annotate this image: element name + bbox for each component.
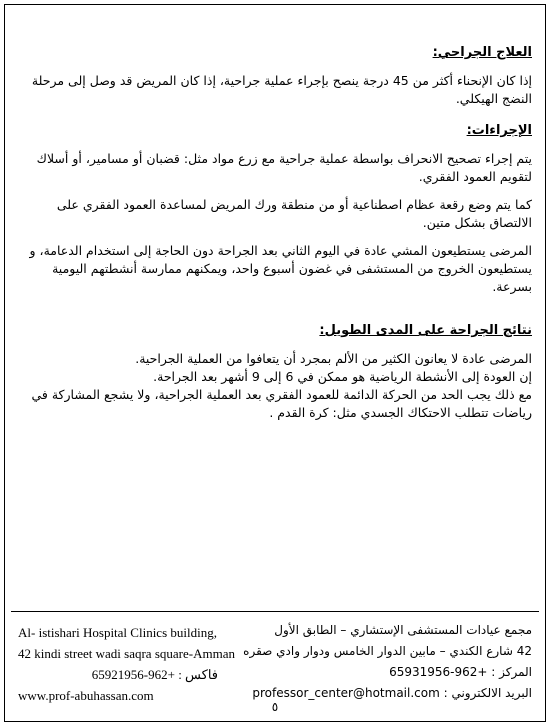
footer-building: Al- istishari Hospital Clinics building, <box>18 625 217 640</box>
paragraph: كما يتم وضع رقعة عظام اصطناعية أو من منطقة ورك المريض لمساعدة العمود الفقري على الالتصاق بشكل متين. <box>56 197 532 230</box>
footer-address-arabic <box>243 620 532 704</box>
paragraph: إذا كان الإنحناء أكثر من 45 درجة ينصح بإجراء عملية جراحية، إذا كان المريض قد وصل إلى مرحلة النضج الهيكلي. <box>31 73 532 106</box>
footer-address-english <box>18 622 268 706</box>
footer-website-link[interactable]: www.prof-abuhassan.com <box>18 688 154 703</box>
page-number: ٥ <box>271 700 279 714</box>
section-heading-long-term-results: نتائج الجراحة على المدى الطويل: <box>319 323 532 338</box>
section-heading-procedures: الإجراءات: <box>466 123 532 138</box>
paragraph: إن العودة إلى الأنشطة الرياضية هو ممكن في 6 إلى 9 أشهر بعد الجراحة. <box>153 369 532 384</box>
footer-phone: المركز : +962-65931956 <box>389 665 532 679</box>
footer-building-ar: مجمع عيادات المستشفى الإستشاري – الطابق الأول <box>274 623 532 637</box>
section-heading-surgical-treatment: العلاج الجراحي: <box>432 45 532 60</box>
footer-email-link[interactable]: البريد الالكتروني : professor_center@hotmail.com <box>252 686 532 700</box>
paragraph: المرضى عادة لا يعانون الكثير من الألم بمجرد أن يتعافوا من العملية الجراحية. <box>135 351 532 366</box>
paragraph: يتم إجراء تصحيح الانحراف بواسطة عملية جراحية مع زرع مواد مثل: قضبان أو مسامير، أو أسلاك لتقويم العمود الفقري. <box>36 151 532 184</box>
footer-street: 42 kindi street wadi saqra square-Amman <box>18 646 235 661</box>
footer-fax: فاكس : +962-65921956 <box>91 667 218 682</box>
document-body <box>18 44 532 422</box>
footer-divider <box>11 611 539 612</box>
footer-street-ar: 42 شارع الكندي – مابين الدوار الخامس ودوار وادي صقره <box>243 644 532 658</box>
paragraph: المرضى يستطيعون المشي عادة في اليوم الثاني بعد الجراحة دون الحاجة إلى استخدام الدعامة، و يستطيعون الخروج من المستشفى في غضون أسبوع واحد، ويمكنهم ممارسة أنشطتهم اليومية بسرعة. <box>29 243 532 294</box>
paragraph: مع ذلك يجب الحد من الحركة الدائمة للعمود الفقري بعد العملية الجراحية، ولا يشجع المشاركة في رياضات تتطلب الاحتكاك الجسدي مثل: كرة القدم . <box>31 387 532 420</box>
